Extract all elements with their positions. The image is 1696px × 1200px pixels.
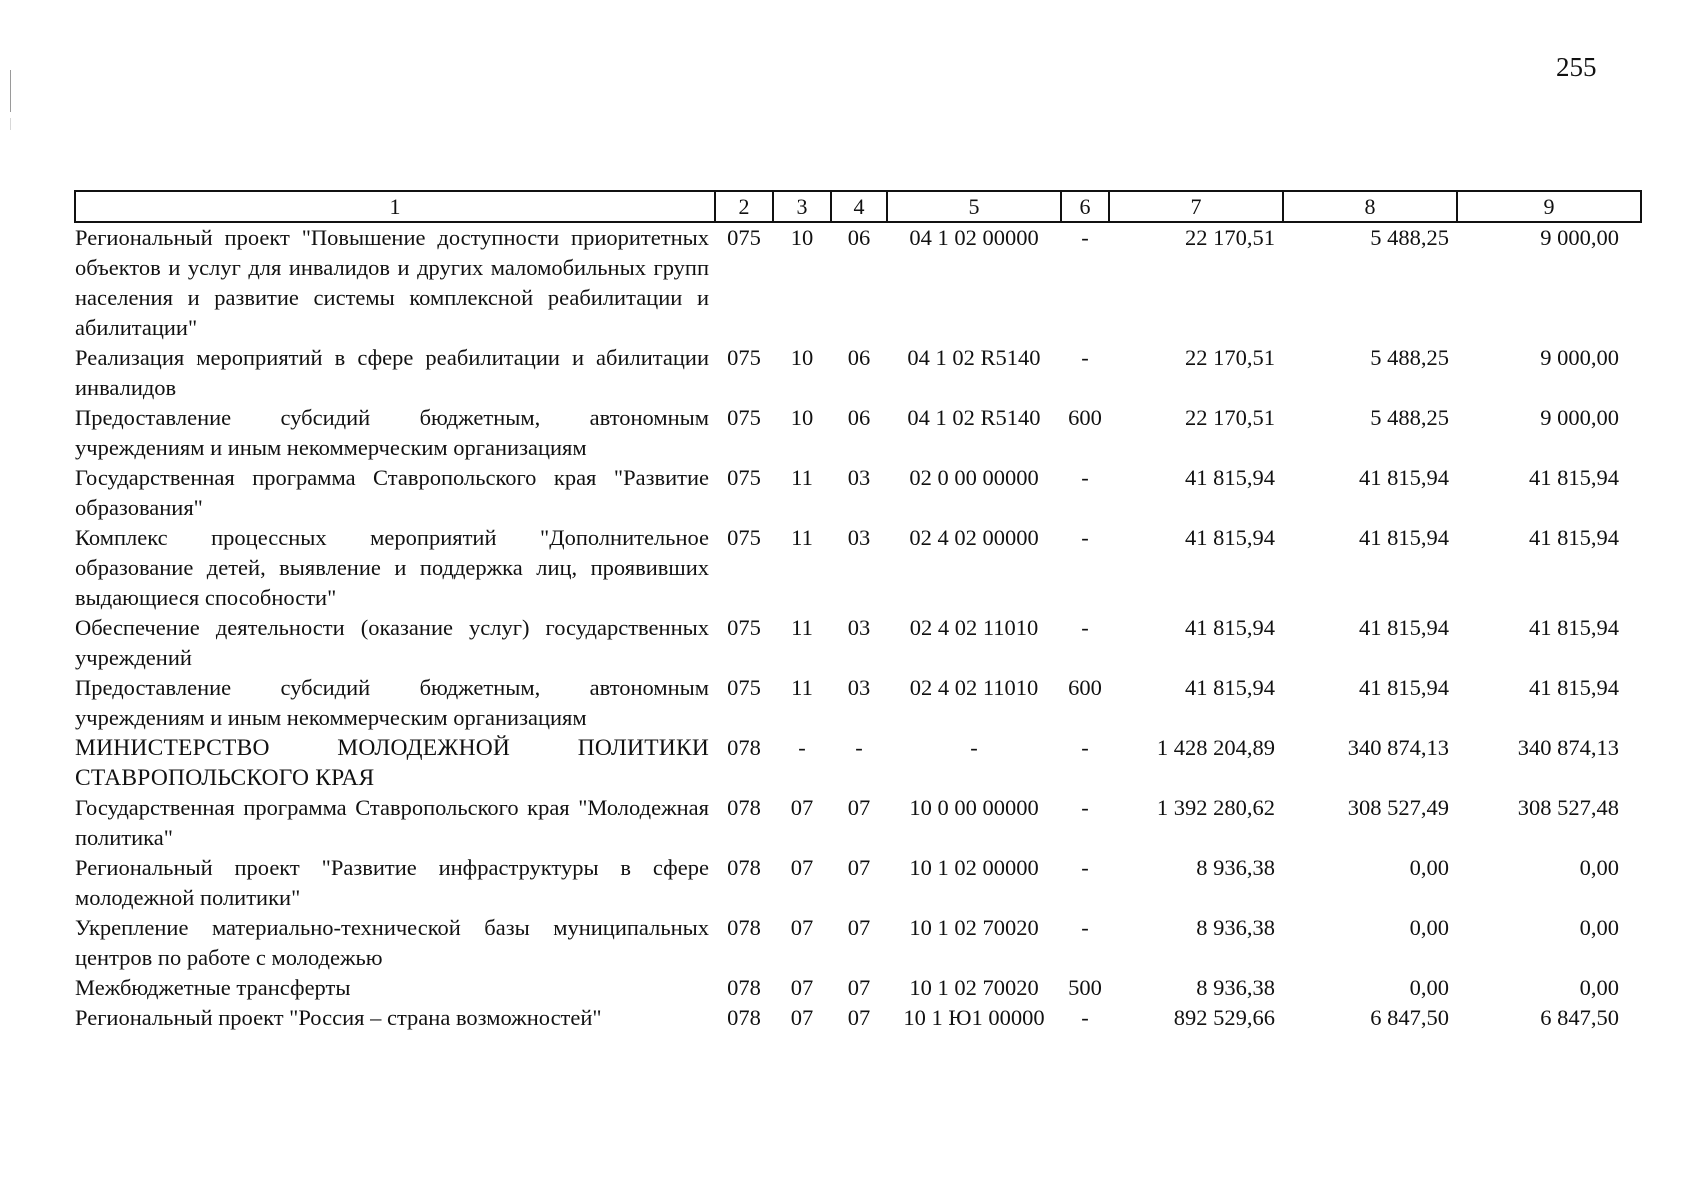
amount-col9-cell: 6 847,50 <box>1540 1005 1619 1030</box>
section-cell: 10 <box>790 345 814 370</box>
amount-col9-cell: 0,00 <box>1579 975 1619 1000</box>
row-name-cell: Региональный проект "Россия – страна возможностей" <box>75 1005 602 1030</box>
expense-type-cell: - <box>1081 855 1089 880</box>
amount-col7-cell: 41 815,94 <box>1185 525 1275 550</box>
amount-col9-cell: 9 000,00 <box>1540 345 1619 370</box>
admin-code-cell: 078 <box>727 795 761 820</box>
scan-margin-mark <box>10 118 11 130</box>
row-name-cell: Государственная программа Ставропольского края "Молодежная политика" <box>75 795 709 850</box>
amount-col8-cell: 41 815,94 <box>1359 525 1449 550</box>
amount-col8-cell: 0,00 <box>1409 975 1449 1000</box>
budget-table <box>74 190 1642 1033</box>
admin-code-cell: 078 <box>727 855 761 880</box>
column-header-8: 8 <box>1283 191 1457 222</box>
admin-code-cell: 075 <box>727 525 761 550</box>
amount-col9-cell: 41 815,94 <box>1529 615 1619 640</box>
expense-type-cell: - <box>1081 465 1089 490</box>
section-cell: 07 <box>790 795 814 820</box>
row-name-cell: Укрепление материально-технической базы муниципальных центров по работе с молодежью <box>75 915 709 970</box>
amount-col8-cell: 6 847,50 <box>1370 1005 1449 1030</box>
table-row <box>75 613 1641 673</box>
column-header-9: 9 <box>1457 191 1641 222</box>
expense-type-cell: - <box>1081 615 1089 640</box>
target-article-cell: 04 1 02 R5140 <box>907 405 1041 430</box>
section-cell: 11 <box>791 465 813 490</box>
subsection-cell: 07 <box>847 795 871 820</box>
column-header-5: 5 <box>887 191 1061 222</box>
amount-col8-cell: 5 488,25 <box>1370 225 1449 250</box>
amount-col9-cell: 9 000,00 <box>1540 405 1619 430</box>
table-row <box>75 673 1641 733</box>
row-name-cell: Комплекс процессных мероприятий "Дополнительное образование детей, выявление и поддержка лиц, проявивших выдающиеся способности" <box>75 525 709 610</box>
section-cell: 07 <box>790 1005 814 1030</box>
amount-col9-cell: 9 000,00 <box>1540 225 1619 250</box>
amount-col7-cell: 22 170,51 <box>1185 345 1275 370</box>
table-row <box>75 463 1641 523</box>
table-header <box>75 191 1641 222</box>
admin-code-cell: 075 <box>727 465 761 490</box>
row-name-cell: Межбюджетные трансферты <box>75 975 351 1000</box>
amount-col7-cell: 41 815,94 <box>1185 675 1275 700</box>
amount-col9-cell: 41 815,94 <box>1529 525 1619 550</box>
section-cell: 10 <box>790 405 814 430</box>
amount-col9-cell: 308 527,48 <box>1517 795 1619 820</box>
target-article-cell: 02 4 02 11010 <box>909 615 1039 640</box>
row-name-cell: Региональный проект "Развитие инфраструктуры в сфере молодежной политики" <box>75 855 709 910</box>
target-article-cell: 04 1 02 R5140 <box>907 345 1041 370</box>
row-name-cell: Реализация мероприятий в сфере реабилитации и абилитации инвалидов <box>75 345 709 400</box>
subsection-cell: 06 <box>847 405 871 430</box>
row-name-cell: Обеспечение деятельности (оказание услуг) государственных учреждений <box>75 615 709 670</box>
table-row <box>75 793 1641 853</box>
column-header-7: 7 <box>1109 191 1283 222</box>
target-article-cell: 10 0 00 00000 <box>909 795 1039 820</box>
admin-code-cell: 075 <box>727 225 761 250</box>
amount-col8-cell: 41 815,94 <box>1359 465 1449 490</box>
amount-col7-cell: 8 936,38 <box>1196 855 1275 880</box>
row-name-cell: Государственная программа Ставропольского края "Развитие образования" <box>75 465 709 520</box>
target-article-cell: 02 4 02 11010 <box>909 675 1039 700</box>
column-header-4: 4 <box>831 191 887 222</box>
admin-code-cell: 078 <box>727 915 761 940</box>
amount-col9-cell: 0,00 <box>1579 915 1619 940</box>
expense-type-cell: - <box>1081 1005 1089 1030</box>
section-cell: 11 <box>791 615 813 640</box>
table-row <box>75 403 1641 463</box>
scan-margin-mark <box>10 70 11 112</box>
subsection-cell: 03 <box>847 675 871 700</box>
amount-col8-cell: 41 815,94 <box>1359 615 1449 640</box>
table-row <box>75 853 1641 913</box>
amount-col8-cell: 308 527,49 <box>1347 795 1449 820</box>
table-row <box>75 343 1641 403</box>
section-cell: 10 <box>790 225 814 250</box>
target-article-cell: - <box>970 735 978 760</box>
amount-col7-cell: 22 170,51 <box>1185 225 1275 250</box>
subsection-cell: 07 <box>847 1005 871 1030</box>
admin-code-cell: 075 <box>727 675 761 700</box>
expense-type-cell: - <box>1081 525 1089 550</box>
row-name-cell: Предоставление субсидий бюджетным, автономным учреждениям и иным некоммерческим организациям <box>75 405 709 460</box>
page-number: 255 <box>1556 52 1597 82</box>
subsection-cell: 03 <box>847 465 871 490</box>
column-header-1: 1 <box>75 191 715 222</box>
row-name-cell: Региональный проект "Повышение доступности приоритетных объектов и услуг для инвалидов и других маломобильных групп населения и развитие системы комплексной реабилитации и абилитации" <box>75 225 709 340</box>
expense-type-cell: 600 <box>1068 675 1102 700</box>
amount-col8-cell: 0,00 <box>1409 915 1449 940</box>
section-cell: - <box>798 735 806 760</box>
subsection-cell: 06 <box>847 345 871 370</box>
expense-type-cell: - <box>1081 345 1089 370</box>
expense-type-cell: 500 <box>1068 975 1102 1000</box>
admin-code-cell: 078 <box>727 1005 761 1030</box>
target-article-cell: 10 1 Ю1 00000 <box>903 1005 1045 1030</box>
section-cell: 07 <box>790 855 814 880</box>
row-name-cell: МИНИСТЕРСТВО МОЛОДЕЖНОЙ ПОЛИТИКИ СТАВРОПОЛЬСКОГО КРАЯ <box>75 735 709 791</box>
amount-col7-cell: 1 428 204,89 <box>1156 735 1275 760</box>
admin-code-cell: 075 <box>727 405 761 430</box>
section-cell: 11 <box>791 675 813 700</box>
amount-col7-cell: 892 529,66 <box>1173 1005 1275 1030</box>
expense-type-cell: - <box>1081 795 1089 820</box>
amount-col7-cell: 41 815,94 <box>1185 465 1275 490</box>
target-article-cell: 02 0 00 00000 <box>909 465 1039 490</box>
amount-col7-cell: 8 936,38 <box>1196 975 1275 1000</box>
subsection-cell: 07 <box>847 855 871 880</box>
section-cell: 11 <box>791 525 813 550</box>
amount-col7-cell: 8 936,38 <box>1196 915 1275 940</box>
target-article-cell: 10 1 02 70020 <box>909 975 1039 1000</box>
subsection-cell: 06 <box>847 225 871 250</box>
table-row <box>75 913 1641 973</box>
target-article-cell: 10 1 02 70020 <box>909 915 1039 940</box>
amount-col9-cell: 41 815,94 <box>1529 465 1619 490</box>
amount-col8-cell: 5 488,25 <box>1370 405 1449 430</box>
table-row <box>75 973 1641 1003</box>
table-row <box>75 733 1641 793</box>
table-row <box>75 222 1641 343</box>
column-header-6: 6 <box>1061 191 1109 222</box>
section-cell: 07 <box>790 915 814 940</box>
column-header-2: 2 <box>715 191 773 222</box>
section-cell: 07 <box>790 975 814 1000</box>
amount-col9-cell: 340 874,13 <box>1517 735 1619 760</box>
expense-type-cell: - <box>1081 915 1089 940</box>
amount-col8-cell: 5 488,25 <box>1370 345 1449 370</box>
amount-col9-cell: 41 815,94 <box>1529 675 1619 700</box>
subsection-cell: 03 <box>847 525 871 550</box>
admin-code-cell: 075 <box>727 345 761 370</box>
table-row <box>75 1003 1641 1033</box>
row-name-cell: Предоставление субсидий бюджетным, автономным учреждениям и иным некоммерческим организациям <box>75 675 709 730</box>
amount-col7-cell: 22 170,51 <box>1185 405 1275 430</box>
admin-code-cell: 078 <box>727 735 761 760</box>
target-article-cell: 10 1 02 00000 <box>909 855 1039 880</box>
admin-code-cell: 078 <box>727 975 761 1000</box>
amount-col9-cell: 0,00 <box>1579 855 1619 880</box>
subsection-cell: 07 <box>847 975 871 1000</box>
subsection-cell: 03 <box>847 615 871 640</box>
amount-col7-cell: 41 815,94 <box>1185 615 1275 640</box>
expense-type-cell: - <box>1081 735 1089 760</box>
admin-code-cell: 075 <box>727 615 761 640</box>
table-row <box>75 523 1641 613</box>
amount-col7-cell: 1 392 280,62 <box>1156 795 1275 820</box>
amount-col8-cell: 0,00 <box>1409 855 1449 880</box>
header-row <box>75 191 1641 222</box>
target-article-cell: 04 1 02 00000 <box>909 225 1039 250</box>
expense-type-cell: 600 <box>1068 405 1102 430</box>
column-header-3: 3 <box>773 191 831 222</box>
target-article-cell: 02 4 02 00000 <box>909 525 1039 550</box>
subsection-cell: - <box>855 735 863 760</box>
amount-col8-cell: 340 874,13 <box>1347 735 1449 760</box>
table-body <box>75 222 1641 1033</box>
expense-type-cell: - <box>1081 225 1089 250</box>
subsection-cell: 07 <box>847 915 871 940</box>
amount-col8-cell: 41 815,94 <box>1359 675 1449 700</box>
